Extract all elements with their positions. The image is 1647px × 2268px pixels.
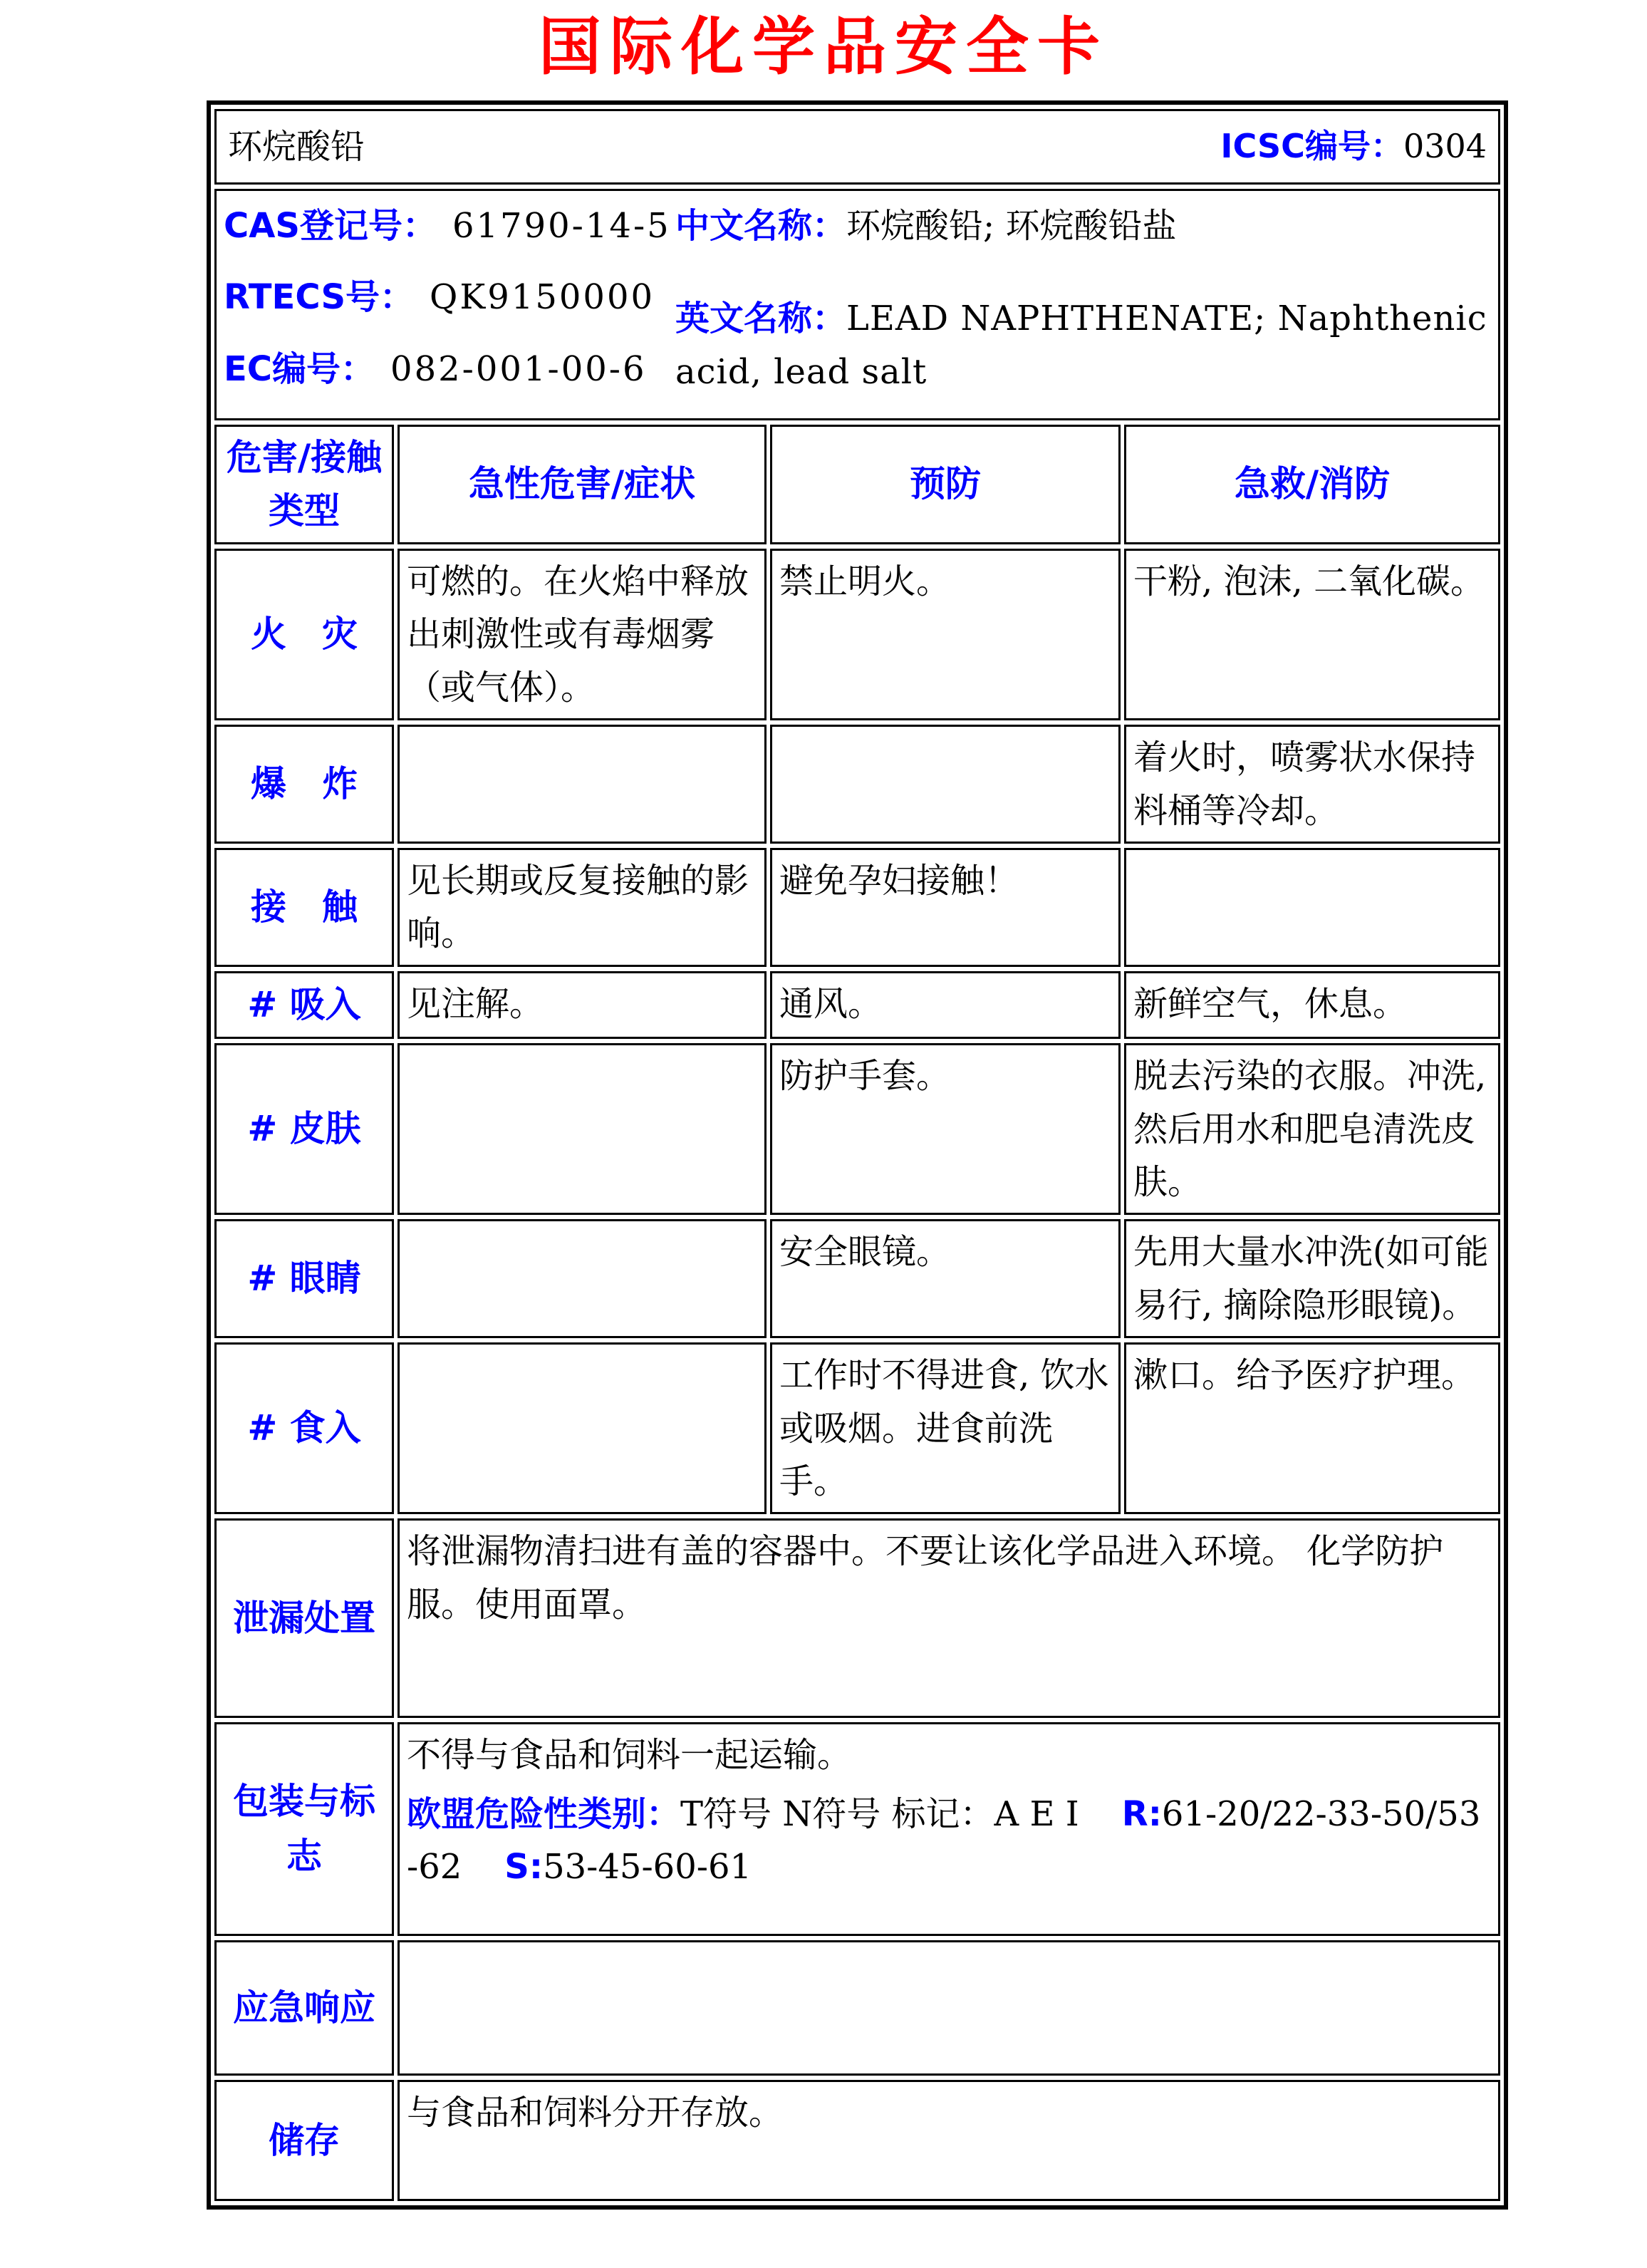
packaging-transport-line: 不得与食品和饲料一起运输。 xyxy=(407,1735,852,1776)
ec-value: 082-001-00-6 xyxy=(390,348,647,389)
icsc-value: 0304 xyxy=(1403,127,1487,166)
hazard-row-eyes xyxy=(214,1219,1500,1338)
chemical-names xyxy=(665,200,1491,414)
en-name-line xyxy=(675,292,1491,398)
skin-symptoms-cell xyxy=(398,1043,767,1215)
column-header-symptoms: 急性危害/症状 xyxy=(398,425,767,544)
hazard-row-explosion xyxy=(214,725,1500,844)
inhalation-prevention-cell: 通风。 xyxy=(770,971,1121,1040)
hazard-row-fire xyxy=(214,549,1500,720)
eu-class-label: 欧盟危险性类别： xyxy=(407,1793,681,1834)
registry-numbers xyxy=(224,200,671,414)
r-phrase-label: R: xyxy=(1121,1793,1162,1834)
row-label-packaging: 包装与标志 xyxy=(214,1722,394,1936)
ec-label: EC编号： xyxy=(224,348,375,389)
row-label-emergency: 应急响应 xyxy=(214,1940,394,2076)
ingestion-response-cell: 漱口。给予医疗护理。 xyxy=(1124,1342,1500,1514)
s-phrase-label: S: xyxy=(504,1847,544,1888)
name-row xyxy=(214,109,1500,185)
hazard-header-row xyxy=(214,425,1500,544)
en-name-value: LEAD NAPHTHENATE; Naphthenic acid, lead salt xyxy=(675,299,1487,392)
cn-name-label: 中文名称： xyxy=(675,205,847,246)
chemical-name: 环烷酸铅 xyxy=(228,126,365,167)
cas-line xyxy=(224,200,671,252)
row-label-skin: # 皮肤 xyxy=(214,1043,394,1215)
inhalation-response-cell: 新鲜空气，休息。 xyxy=(1124,971,1500,1040)
ingestion-prevention-cell: 工作时不得进食, 饮水或吸烟。进食前洗手。 xyxy=(770,1342,1121,1514)
explosion-response-cell: 着火时，喷雾状水保持料桶等冷却。 xyxy=(1124,725,1500,844)
rtecs-line xyxy=(224,271,665,323)
row-label-eyes: # 眼睛 xyxy=(214,1219,394,1338)
rtecs-value: QK9150000 xyxy=(430,277,655,318)
fire-prevention-cell: 禁止明火。 xyxy=(770,549,1121,720)
eyes-response-cell: 先用大量水冲洗(如可能易行, 摘除隐形眼镜)。 xyxy=(1124,1219,1500,1338)
explosion-prevention-cell xyxy=(770,725,1121,844)
cas-label: CAS登记号： xyxy=(224,205,437,246)
skin-response-cell: 脱去污染的衣服。冲洗, 然后用水和肥皂清洗皮肤。 xyxy=(1124,1043,1500,1215)
contact-prevention-cell: 避免孕妇接触！ xyxy=(770,848,1121,967)
packaging-eu-line xyxy=(407,1788,1491,1894)
row-label-explosion: 爆 炸 xyxy=(214,725,394,844)
column-header-prevention: 预防 xyxy=(770,425,1121,544)
section-row-packaging xyxy=(214,1722,1500,1936)
emergency-content-cell xyxy=(398,1940,1500,2076)
inhalation-symptoms-cell: 见注解。 xyxy=(398,971,767,1040)
cn-name-line xyxy=(675,200,1491,252)
section-row-emergency xyxy=(214,1940,1500,2076)
ingestion-symptoms-cell xyxy=(398,1342,767,1514)
eyes-prevention-cell: 安全眼镜。 xyxy=(770,1219,1121,1338)
identifiers-row xyxy=(214,189,1500,420)
section-row-storage xyxy=(214,2080,1500,2201)
cas-value: 61790-14-5 xyxy=(452,205,671,246)
hazard-row-contact xyxy=(214,848,1500,967)
r-phrase-value: 61-20/22-33-50/53-62 xyxy=(407,1793,1481,1888)
row-label-fire: 火 灾 xyxy=(214,549,394,720)
column-header-hazard-type: 危害/接触类型 xyxy=(214,425,394,544)
fire-symptoms-cell: 可燃的。在火焰中释放出刺激性或有毒烟雾（或气体）。 xyxy=(398,549,767,720)
storage-content-cell: 与食品和饲料分开存放。 xyxy=(398,2080,1500,2201)
fire-response-cell: 干粉, 泡沫, 二氧化碳。 xyxy=(1124,549,1500,720)
row-label-storage: 储存 xyxy=(214,2080,394,2201)
row-label-spill: 泄漏处置 xyxy=(214,1518,394,1718)
skin-prevention-cell: 防护手套。 xyxy=(770,1043,1121,1215)
contact-symptoms-cell: 见长期或反复接触的影响。 xyxy=(398,848,767,967)
row-label-contact: 接 触 xyxy=(214,848,394,967)
ec-line xyxy=(224,343,665,395)
name-cell xyxy=(214,109,1500,185)
hazard-row-skin xyxy=(214,1043,1500,1215)
s-phrase-value: 53-45-60-61 xyxy=(543,1847,752,1888)
explosion-symptoms-cell xyxy=(398,725,767,844)
row-label-inhalation: # 吸入 xyxy=(214,971,394,1040)
en-name-label: 英文名称： xyxy=(675,299,847,339)
eyes-symptoms-cell xyxy=(398,1219,767,1338)
eu-class-text: T符号 N符号 标记：A E I xyxy=(680,1793,1079,1834)
icsc-label: ICSC编号： xyxy=(1220,127,1403,166)
contact-response-cell xyxy=(1124,848,1500,967)
rtecs-label: RTECS号： xyxy=(224,277,415,318)
spill-content-cell: 将泄漏物清扫进有盖的容器中。不要让该化学品进入环境。 化学防护服。使用面罩。 xyxy=(398,1518,1500,1718)
hazard-row-inhalation xyxy=(214,971,1500,1040)
identifiers-cell xyxy=(214,189,1500,420)
row-label-ingestion: # 食入 xyxy=(214,1342,394,1514)
icsc-card-table xyxy=(207,100,1508,2210)
packaging-content-cell xyxy=(398,1722,1500,1936)
column-header-response: 急救/消防 xyxy=(1124,425,1500,544)
section-row-spill xyxy=(214,1518,1500,1718)
cn-name-value: 环烷酸铅; 环烷酸铅盐 xyxy=(846,205,1177,246)
icsc-number xyxy=(1220,121,1487,172)
page-title: 国际化学品安全卡 xyxy=(538,10,1108,83)
hazard-row-ingestion xyxy=(214,1342,1500,1514)
